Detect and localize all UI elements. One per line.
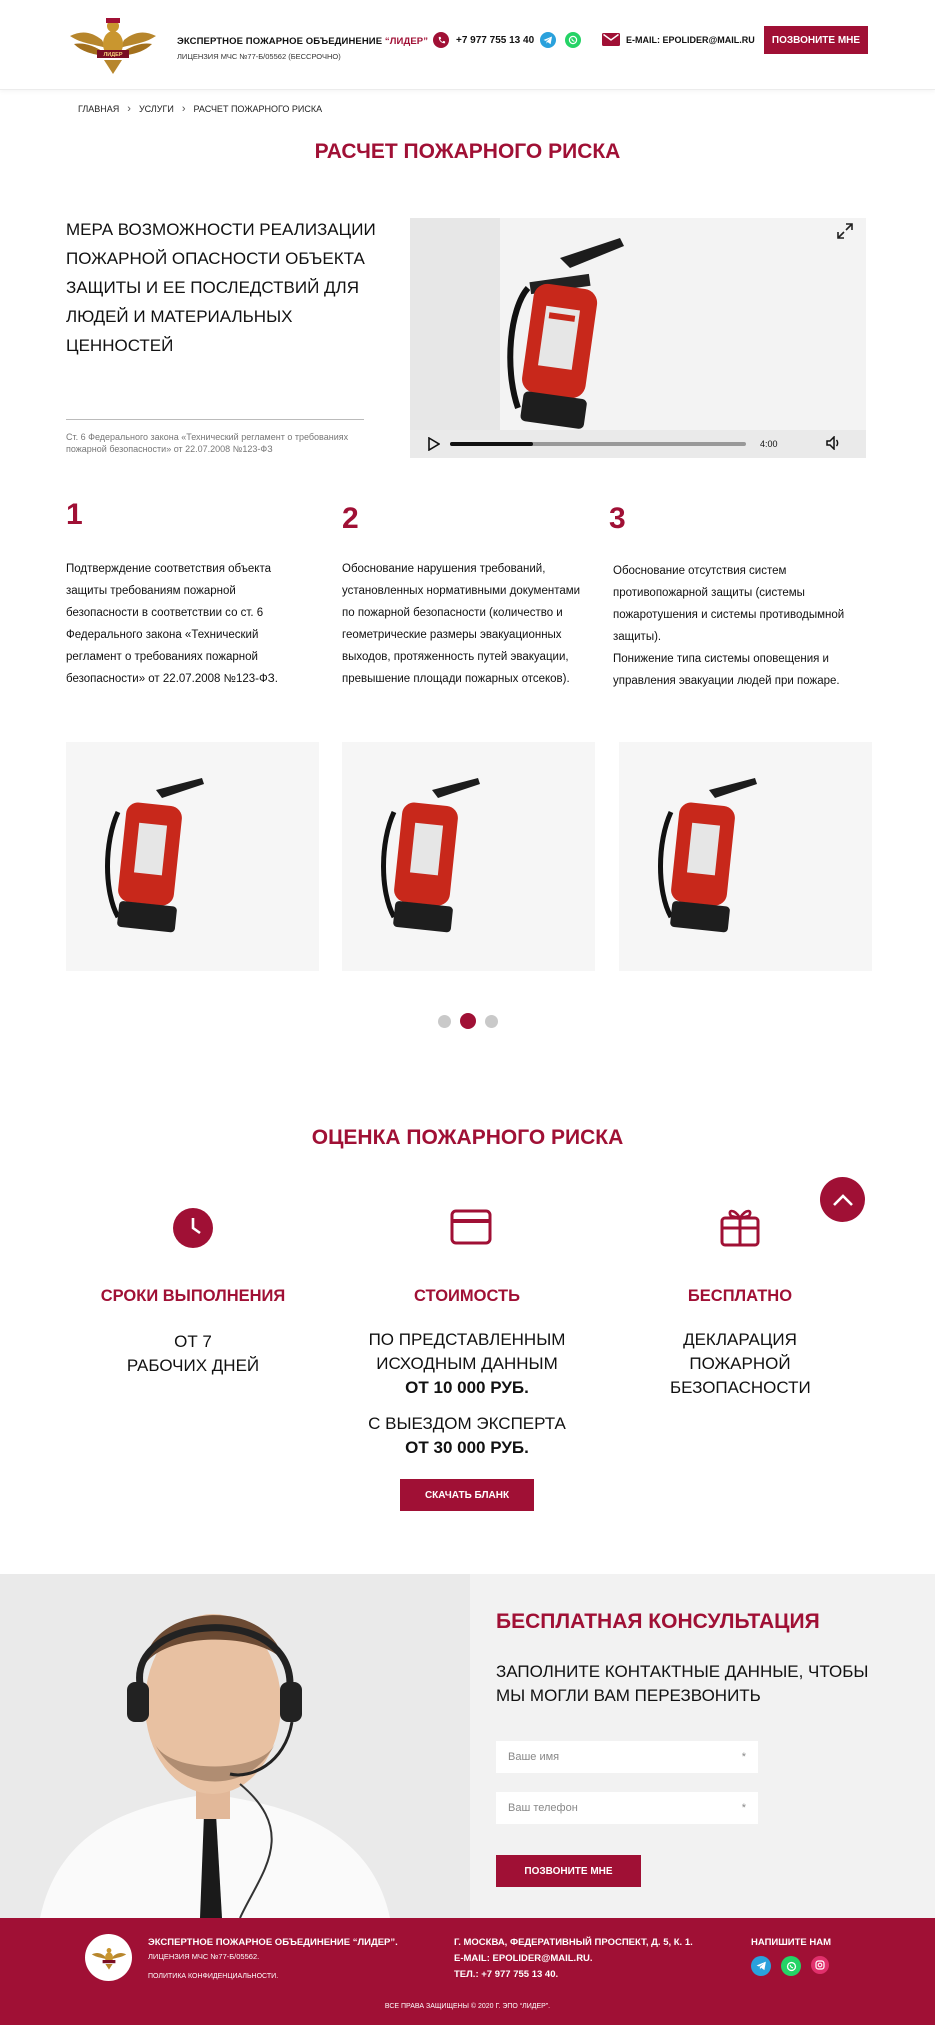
- clock-icon: [173, 1208, 213, 1248]
- eagle-emblem-logo[interactable]: [68, 14, 158, 76]
- scroll-to-top-button[interactable]: [820, 1177, 865, 1222]
- fire-extinguisher-image: [619, 742, 872, 971]
- page-title: РАСЧЕТ ПОЖАРНОГО РИСКА: [314, 140, 621, 163]
- privacy-policy-link[interactable]: ПОЛИТИКА КОНФИДЕНЦИАЛЬНОСТИ.: [148, 1973, 279, 1980]
- column-line: РАБОЧИХ ДНЕЙ: [126, 1356, 260, 1375]
- whatsapp-icon[interactable]: [781, 1956, 801, 1976]
- column-line: ПО ПРЕДСТАВЛЕННЫМ ИСХОДНЫМ ДАННЫМ: [368, 1330, 566, 1373]
- footer-license: ЛИЦЕНЗИЯ МЧС №77-Б/05562.: [148, 1952, 260, 1961]
- fire-extinguisher-image: [342, 742, 595, 971]
- download-form-button[interactable]: СКАЧАТЬ БЛАНК: [400, 1479, 534, 1511]
- slider-dot[interactable]: [438, 1015, 451, 1028]
- company-license: ЛИЦЕНЗИЯ МЧС №77-Б/05562 (БЕССРОЧНО): [177, 52, 341, 61]
- breadcrumb-home[interactable]: ГЛАВНАЯ: [78, 104, 120, 114]
- company-title: ЭКСПЕРТНОЕ ПОЖАРНОЕ ОБЪЕДИНЕНИЕ “ЛИДЕР”: [177, 36, 429, 47]
- telegram-icon[interactable]: [540, 32, 556, 48]
- column-price: ОТ 10 000 РУБ.: [405, 1378, 529, 1397]
- copyright: ВСЕ ПРАВА ЗАЩИЩЕНЫ © 2020 Г. ЭПО “ЛИДЕР”.: [384, 2003, 551, 2010]
- consultation-subtitle: ЗАПОЛНИТЕ КОНТАКТНЫЕ ДАННЫЕ, ЧТОБЫ МЫ МОГЛИ ВАМ ПЕРЕЗВОНИТЬ: [496, 1662, 869, 1705]
- gallery-photo[interactable]: [342, 742, 595, 971]
- required-mark: *: [741, 1751, 746, 1763]
- column-price: ОТ 30 000 РУБ.: [405, 1438, 529, 1457]
- column-line: ДЕКЛАРАЦИЯ ПОЖАРНОЙ БЕЗОПАСНОСТИ: [670, 1330, 811, 1397]
- column-line: ОТ 7: [174, 1332, 212, 1351]
- video-time: 4:00: [760, 439, 778, 449]
- telegram-icon[interactable]: [751, 1956, 771, 1976]
- video-player[interactable]: [410, 218, 866, 458]
- consultation-title: БЕСПЛАТНАЯ КОНСУЛЬТАЦИЯ: [496, 1610, 820, 1633]
- column-text: [337, 1328, 597, 1460]
- gallery-photo[interactable]: [619, 742, 872, 971]
- header-email[interactable]: E-MAIL: EPOLIDER@MAIL.RU: [626, 35, 755, 45]
- chevron-up-icon: [832, 1193, 854, 1207]
- gallery-photo[interactable]: [66, 742, 319, 971]
- divider: [66, 419, 364, 420]
- name-input-placeholder: Ваше имя: [508, 1751, 560, 1763]
- breadcrumb: [78, 103, 322, 115]
- step-text-line: Понижение типа системы оповещения и управления эвакуации людей при пожаре.: [613, 653, 840, 687]
- column-line: С ВЫЕЗДОМ ЭКСПЕРТА: [368, 1414, 566, 1433]
- slider-dot[interactable]: [485, 1015, 498, 1028]
- name-input[interactable]: [496, 1741, 758, 1773]
- footer-phone[interactable]: ТЕЛ.: +7 977 755 13 40.: [454, 1969, 559, 1980]
- column-title: СТОИМОСТЬ: [414, 1287, 520, 1305]
- breadcrumb-current: РАСЧЕТ ПОЖАРНОГО РИСКА: [193, 104, 323, 114]
- video-progress: [450, 442, 533, 446]
- play-icon[interactable]: [428, 437, 440, 451]
- whatsapp-icon[interactable]: [565, 32, 581, 48]
- footer-address: Г. МОСКВА, ФЕДЕРАТИВНЫЙ ПРОСПЕКТ, Д. 5, К. 1.: [454, 1937, 693, 1948]
- required-mark: *: [741, 1802, 746, 1814]
- eagle-emblem-icon: [91, 1944, 127, 1972]
- phone-input[interactable]: [496, 1792, 758, 1824]
- footer-logo[interactable]: [85, 1934, 132, 1981]
- footer-company: ЭКСПЕРТНОЕ ПОЖАРНОЕ ОБЪЕДИНЕНИЕ “ЛИДЕР”.: [148, 1937, 398, 1948]
- step-text: Подтверждение соответствия объекта защиты требованиям пожарной безопасности в соответствии со ст. 6 Федерального закона «Технический регламент о требованиях пожарной безопасности» от 22.07.2008 №123-ФЗ.: [66, 563, 278, 685]
- column-text: [63, 1330, 323, 1378]
- chevron-right-icon: ›: [127, 103, 131, 115]
- column-title: БЕСПЛАТНО: [687, 1287, 793, 1305]
- assessment-title: ОЦЕНКА ПОЖАРНОГО РИСКА: [311, 1126, 624, 1149]
- step-number: 1: [66, 498, 83, 531]
- phone-input-placeholder: Ваш телефон: [508, 1802, 578, 1814]
- step-number: 2: [342, 502, 359, 535]
- definition-text: МЕРА ВОЗМОЖНОСТИ РЕАЛИЗАЦИИ ПОЖАРНОЙ ОПАСНОСТИ ОБЪЕКТА ЗАЩИТЫ И ЕЕ ПОСЛЕДСТВИЙ ДЛЯ ЛЮДЕЙ И МАТЕРИАЛЬНЫХ ЦЕННОСТЕЙ: [66, 220, 376, 355]
- gift-icon: [719, 1206, 761, 1248]
- volume-icon[interactable]: [826, 436, 842, 450]
- column-text: [610, 1328, 870, 1400]
- step-text-line: Обоснование отсутствия систем противопожарной защиты (системы пожаротушения и системы противодымной защиты).: [613, 565, 845, 643]
- breadcrumb-services[interactable]: УСЛУГИ: [138, 104, 174, 114]
- header-phone[interactable]: +7 977 755 13 40: [456, 35, 535, 46]
- instagram-icon[interactable]: [811, 1956, 829, 1974]
- write-us-label: НАПИШИТЕ НАМ: [751, 1937, 832, 1948]
- fire-extinguisher-image: [410, 218, 866, 458]
- slider-dot-active[interactable]: [460, 1013, 476, 1029]
- column-title: СРОКИ ВЫПОЛНЕНИЯ: [100, 1287, 286, 1305]
- call-me-button[interactable]: ПОЗВОНИТЕ МНЕ: [764, 26, 868, 54]
- chevron-right-icon: ›: [181, 103, 186, 115]
- card-icon: [450, 1209, 492, 1245]
- step-text: [613, 560, 869, 692]
- phone-icon[interactable]: [433, 32, 449, 48]
- svg-text:ЛИДЕР: ЛИДЕР: [103, 52, 123, 58]
- consultation-call-button[interactable]: ПОЗВОНИТЕ МНЕ: [496, 1855, 641, 1887]
- fullscreen-icon[interactable]: [836, 222, 854, 240]
- definition-source: Ст. 6 Федерального закона «Технический регламент о требованиях пожарной безопасности» от 22.07.2008 №123-ФЗ: [66, 432, 349, 454]
- step-text: Обоснование нарушения требований, установленных нормативными документами по пожарной безопасности (количество и геометрические размеры эвакуационных выходов, протяженность путей эвакуации, превышение площади пожарных отсеков).: [342, 563, 581, 685]
- mail-icon[interactable]: [602, 33, 620, 46]
- footer-email[interactable]: E-MAIL: EPOLIDER@MAIL.RU.: [454, 1953, 593, 1964]
- step-number: 3: [609, 502, 626, 535]
- fire-extinguisher-image: [66, 742, 319, 971]
